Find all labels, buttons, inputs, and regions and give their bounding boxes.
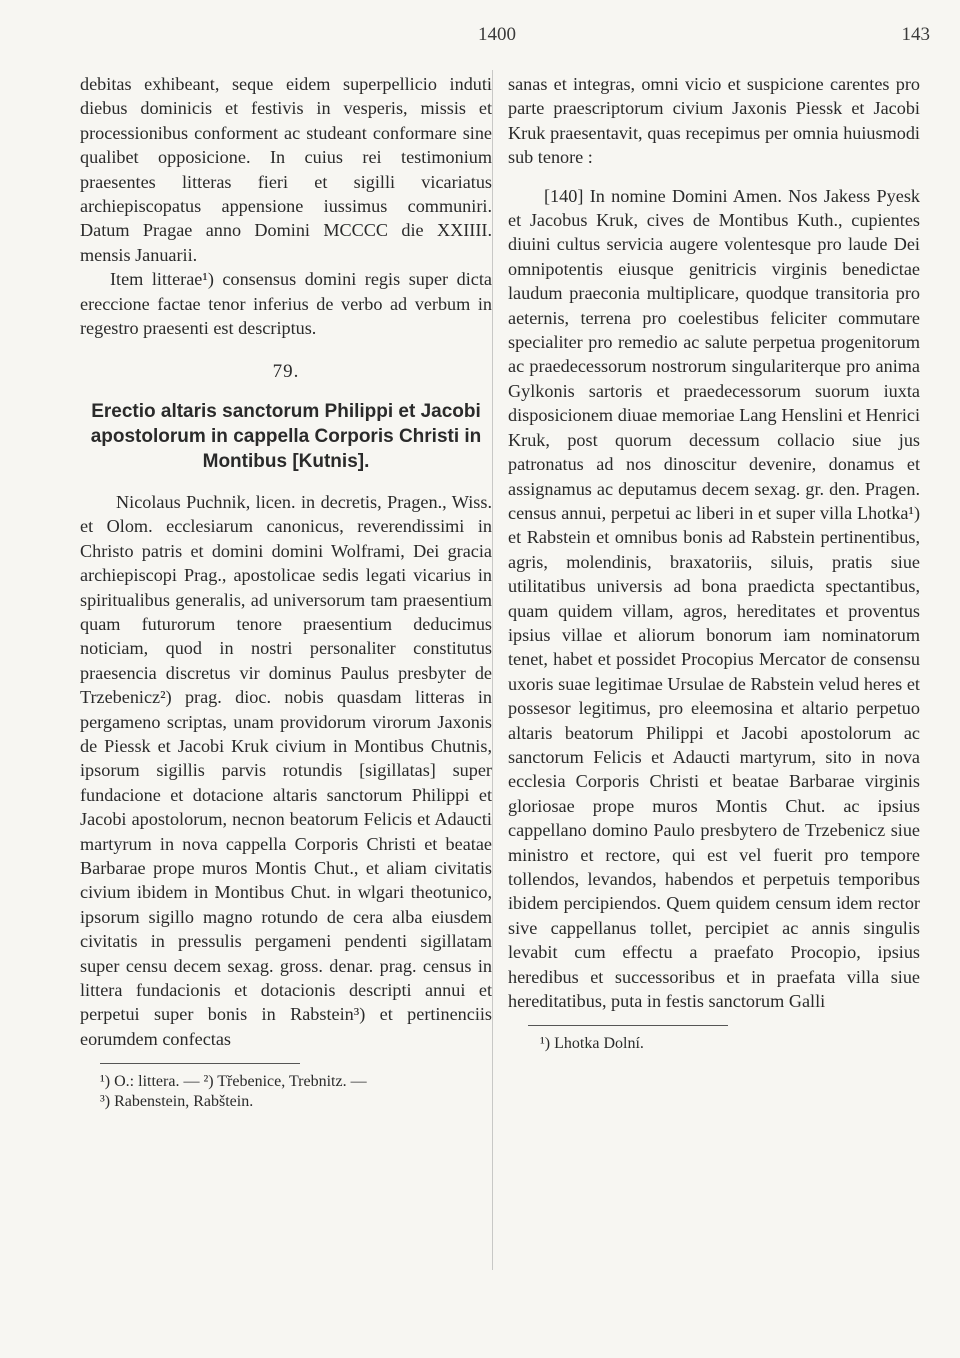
left-paragraph-3: Nicolaus Puchnik, licen. in decretis, Pragen., Wiss. et Olom. ecclesiarum canonicus, reverendissimi in Christo patris et domini domini Wolframi, Dei gracia archiepiscopi Prag., apostolicae sedis legati vicarius in spiritualibus generalis, ad universorum tam praesentium quam futurorum tenore praesentium deducimus noticiam, quod in nostri personaliter constitutus praesencia discretus vir dominus Paulus presbyter de Trzebenicz²) prag. dioc. nobis quasdam litteras in pergameno scriptas, unam providorum virorum Jaxonis de Piessk et Jacobi Kruk civium in Montibus Chutnis, ipsorum sigillis parvis rotundis [sigillatas] super fundacione et dotacione altaris sanctorum Philippi et Jacobi apostolorum, necnon beatorum Felicis et Adaucti martyrum in nova cappella Corporis Christi et beatae Barbarae prope muros Montis Chut., et aliam civitatis civium ibidem in Montibus Chut. in wlgari theotunico, ipsorum sigillo magno rotundo de cera alba eiusdem civitatis in pressulis pergameni pendenti sigillatam super censu decem sexag. gross. denar. prag. census in littera fundacionis et dotacionis descripti annui et perpetui super bonis in Rabstein³) et pertinenciis eorumdem confectas — [80, 491, 492, 1049]
right-paragraph-2: [140] In nomine Domini Amen. Nos Jakess Pyesk et Jacobus Kruk, cives de Montibus Kuth., cupientes diuini cultus servicia augere volentesque pro laude Dei omnipotentis eiusque genitricis virginis benedictae laudum praeconia multiplicare, quodque transitoria pro aeternis, terrena pro coelestibus feliciter commutare specialiter pro remedio ac salute perpetua progenitorum ac praedecessorum nostrorum singulariterque pro anima Gylkonis sartoris et praedecessorum suorum iuxta disposicionem diuae memoriae Lang Henslini et Henrici Kruk, post quorum decessum collacio siue jus patronatus ad nos dinoscitur devenire, donamus et assignamus ac deputamus decem sexag. gr. den. Pragen. census annui, perpetui ac liberi in et super villa Lhotka¹) et Rabstein et omnibus bonis ad Rabstein pertinentibus, agris, molendinis, braxatoriis, siluis, pratis siue utilitatibus universis ad bona praedicta spectantibus, quam quidem villam, agros, hereditates et proventus ipsius villae et aliorum bonorum iam nominatorum tenet, habet et possidet Procopius Mercator de consensu uxoris suae legitimae Ursulae de Rabstein velud heres et possesor legitimus, pro eleemosina et altario perpetuo altaris beatorum Philippi et Jacobi apostolorum ac sanctorum Felicis et Adaucti martyrum, sito in nova ecclesia Corporis Christi et beatae Barbarae virginis gloriosae prope muros Montis Chut. ac ipsius cappellano domino Paulo presbytero de Trzebenicz siue ministro et rectore, qui est vel fuerit pro tempore tollendos, levandos, habendos et perpetuis temporibus ibidem percipiendos. Quem quidem censum idem rector sive cappellanus tollet, percipiet ac annis singulis levabit cum effectu a praefato Procopio, ipsius heredibus et successoribus et in praefata villa siue hereditatibus, puta in festis sanctorum Galli — [508, 185, 920, 1012]
right-column — [508, 72, 920, 1054]
left-paragraph-1: debitas exhibeant, seque eidem superpellicio induti diebus dominicis et festivis in vesperis, missis et processionibus conforment ac studeant conformare sine qualibet opposicione. In cuius rei testimonium praesentes litteras fieri et sigilli vicariatus archiepiscopatus appensione iussimus communiri. Datum Pragae anno Domini MCCCC die XXIIII. mensis Januarii. — [80, 74, 492, 265]
left-footnote-1: ¹) O.: littera. — ²) Třebenice, Trebnitz. — — [100, 1073, 367, 1091]
page-number: 143 — [901, 24, 930, 45]
column-divider — [492, 70, 493, 1270]
section-title: Erectio altaris sanctorum Philippi et Jacobi apostolorum in cappella Corporis Christi in Montibus [Kutnis]. — [90, 400, 482, 472]
footnote-rule-right — [528, 1025, 728, 1026]
right-footnote-1: ¹) Lhotka Dolní. — [540, 1035, 644, 1053]
footnote-rule-left — [100, 1063, 300, 1064]
left-footnote-2: ³) Rabenstein, Rabštein. — [100, 1093, 254, 1111]
left-column — [80, 72, 492, 1112]
left-paragraph-2: Item litterae¹) consensus domini regis super dicta ereccione factae tenor inferius de verbo ad verbum in regestro praesenti est descriptus. — [80, 269, 492, 339]
section-number: 79. — [272, 361, 300, 383]
running-header-year: 1400 — [478, 24, 516, 45]
right-paragraph-1: sanas et integras, omni vicio et suspicione carentes pro parte praescriptorum civium Jaxonis Piessk et Jacobi Kruk praesentavit, quas recepimus per omnia huiusmodi sub tenore : — [508, 74, 920, 168]
